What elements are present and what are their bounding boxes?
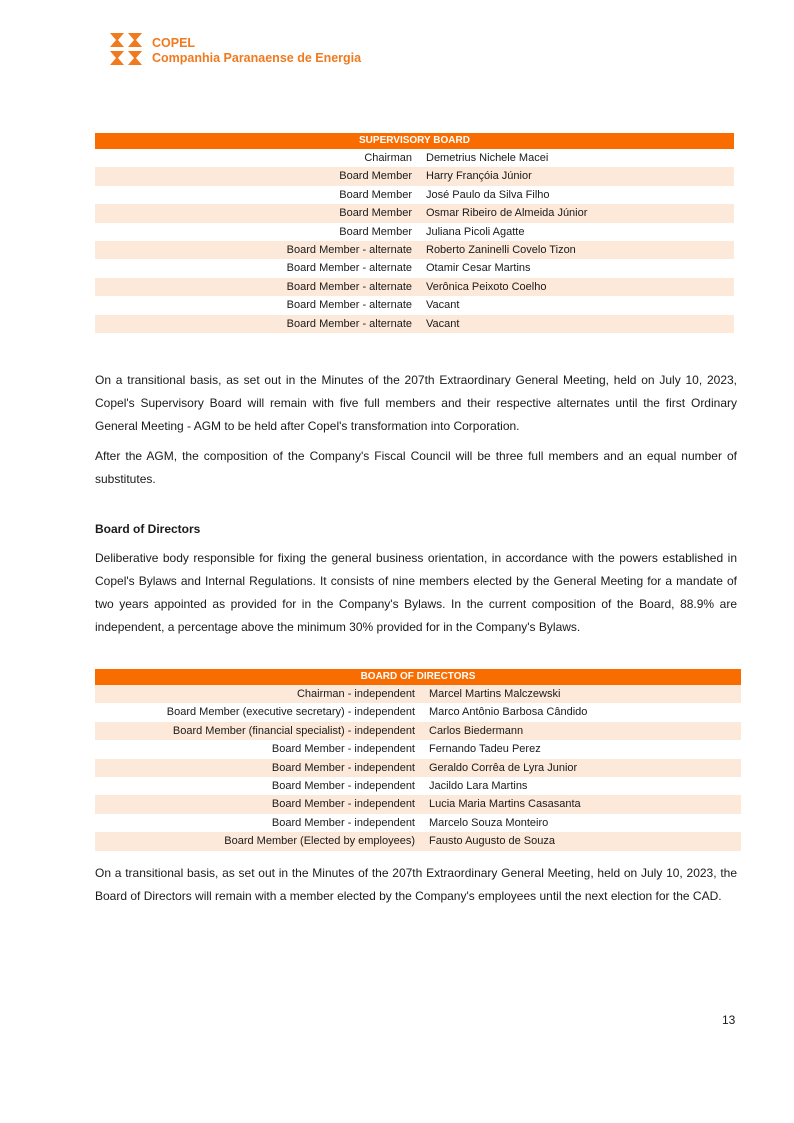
member-name: Juliana Picoli Agatte xyxy=(426,225,525,238)
table-row xyxy=(95,832,741,850)
table-row xyxy=(95,814,741,832)
director-name: Jacildo Lara Martins xyxy=(429,780,528,793)
table-row xyxy=(95,795,741,813)
table-row xyxy=(95,204,734,222)
table-row xyxy=(95,740,741,758)
page-number: 13 xyxy=(722,1013,736,1027)
director-role: Board Member - independent xyxy=(95,759,429,777)
director-role: Board Member (executive secretary) - independent xyxy=(166,706,415,719)
supervisory-board-table xyxy=(95,133,734,333)
director-role: Board Member - independent xyxy=(271,816,415,829)
member-name: Demetrius Nichele Macei xyxy=(426,152,549,164)
member-name: José Paulo da Silva Filho xyxy=(426,188,550,201)
member-role: Board Member xyxy=(95,167,426,185)
member-role: Board Member - alternate xyxy=(95,241,426,259)
member-role: Board Member - alternate xyxy=(95,278,426,296)
director-role: Board Member - independent xyxy=(271,743,415,756)
supervisory-board-title: SUPERVISORY BOARD xyxy=(95,133,734,149)
copel-logo xyxy=(108,31,408,71)
board-of-directors-table xyxy=(95,669,741,851)
member-role: Board Member xyxy=(95,204,426,222)
board-description-paragraph: Deliberative body responsible for fixing the general business orientation, in accordance with the powers established in Copel's Bylaws and Internal Regulations. It consists of nine members elected by the General Meeting for a mandate of two years appointed as provided for in the Company's Bylaws. In the current composition of the Board, 88.9% are independent, a percentage above the minimum 30% provided for in the Company's Bylaws. xyxy=(95,551,737,634)
supervisory-transition-paragraph: On a transitional basis, as set out in the Minutes of the 207th Extraordinary General Meeting, held on July 10, 2023, Copel's Supervisory Board will remain with five full members and their respective alternates until the first Ordinary General Meeting - AGM to be held after Copel's transformation into Corporation. xyxy=(95,373,737,433)
table-row xyxy=(95,777,741,795)
company-short-name: COPEL xyxy=(152,36,196,50)
member-name: Osmar Ribeiro de Almeida Júnior xyxy=(426,204,734,222)
member-name: Verônica Peixoto Coelho xyxy=(426,278,734,296)
member-name: Otamir Cesar Martins xyxy=(426,262,531,275)
director-name: Marcelo Souza Monteiro xyxy=(429,816,549,829)
director-role: Board Member (financial specialist) - independent xyxy=(95,722,429,740)
member-role: Board Member - alternate xyxy=(286,262,412,275)
table-row xyxy=(95,149,734,167)
table-row xyxy=(95,722,741,740)
member-name: Vacant xyxy=(426,315,734,333)
director-role: Chairman - independent xyxy=(95,685,429,703)
member-name: Vacant xyxy=(426,299,460,312)
director-name: Marcel Martins Malczewski xyxy=(429,685,741,703)
member-role: Board Member - alternate xyxy=(95,315,426,333)
copel-mark-icon xyxy=(108,31,144,67)
member-name: Roberto Zaninelli Covelo Tizon xyxy=(426,241,734,259)
table-row xyxy=(95,315,734,333)
director-name: Fernando Tadeu Perez xyxy=(429,743,541,756)
director-name: Fausto Augusto de Souza xyxy=(429,832,741,850)
table-row xyxy=(95,167,734,185)
table-row xyxy=(95,241,734,259)
member-role: Board Member xyxy=(339,225,412,238)
table-row xyxy=(95,703,741,721)
member-role: Board Member - alternate xyxy=(286,299,412,312)
table-row xyxy=(95,685,741,703)
board-of-directors-title: BOARD OF DIRECTORS xyxy=(95,669,741,685)
director-name: Geraldo Corrêa de Lyra Junior xyxy=(429,759,741,777)
after-agm-paragraph: After the AGM, the composition of the Company's Fiscal Council will be three full members and an equal number of substitutes. xyxy=(95,449,737,486)
company-full-name: Companhia Paranaense de Energia xyxy=(152,51,362,65)
table-row xyxy=(95,759,741,777)
director-role: Board Member - independent xyxy=(95,795,429,813)
member-name: Harry Françóia Júnior xyxy=(426,167,734,185)
table-row xyxy=(95,223,734,241)
member-role: Chairman xyxy=(364,152,412,164)
director-role: Board Member - independent xyxy=(271,780,415,793)
director-name: Lucia Maria Martins Casasanta xyxy=(429,795,741,813)
table-row xyxy=(95,296,734,314)
board-of-directors-heading: Board of Directors xyxy=(95,522,201,536)
director-role: Board Member (Elected by employees) xyxy=(95,832,429,850)
table-row xyxy=(95,259,734,277)
director-name: Marco Antônio Barbosa Cândido xyxy=(429,706,588,719)
director-name: Carlos Biedermann xyxy=(429,722,741,740)
table-row xyxy=(95,186,734,204)
table-row xyxy=(95,278,734,296)
member-role: Board Member xyxy=(339,188,412,201)
board-transition-paragraph: On a transitional basis, as set out in the Minutes of the 207th Extraordinary General Meeting, held on July 10, 2023, the Board of Directors will remain with a member elected by the Company's employees until the next election for the CAD. xyxy=(95,866,737,903)
